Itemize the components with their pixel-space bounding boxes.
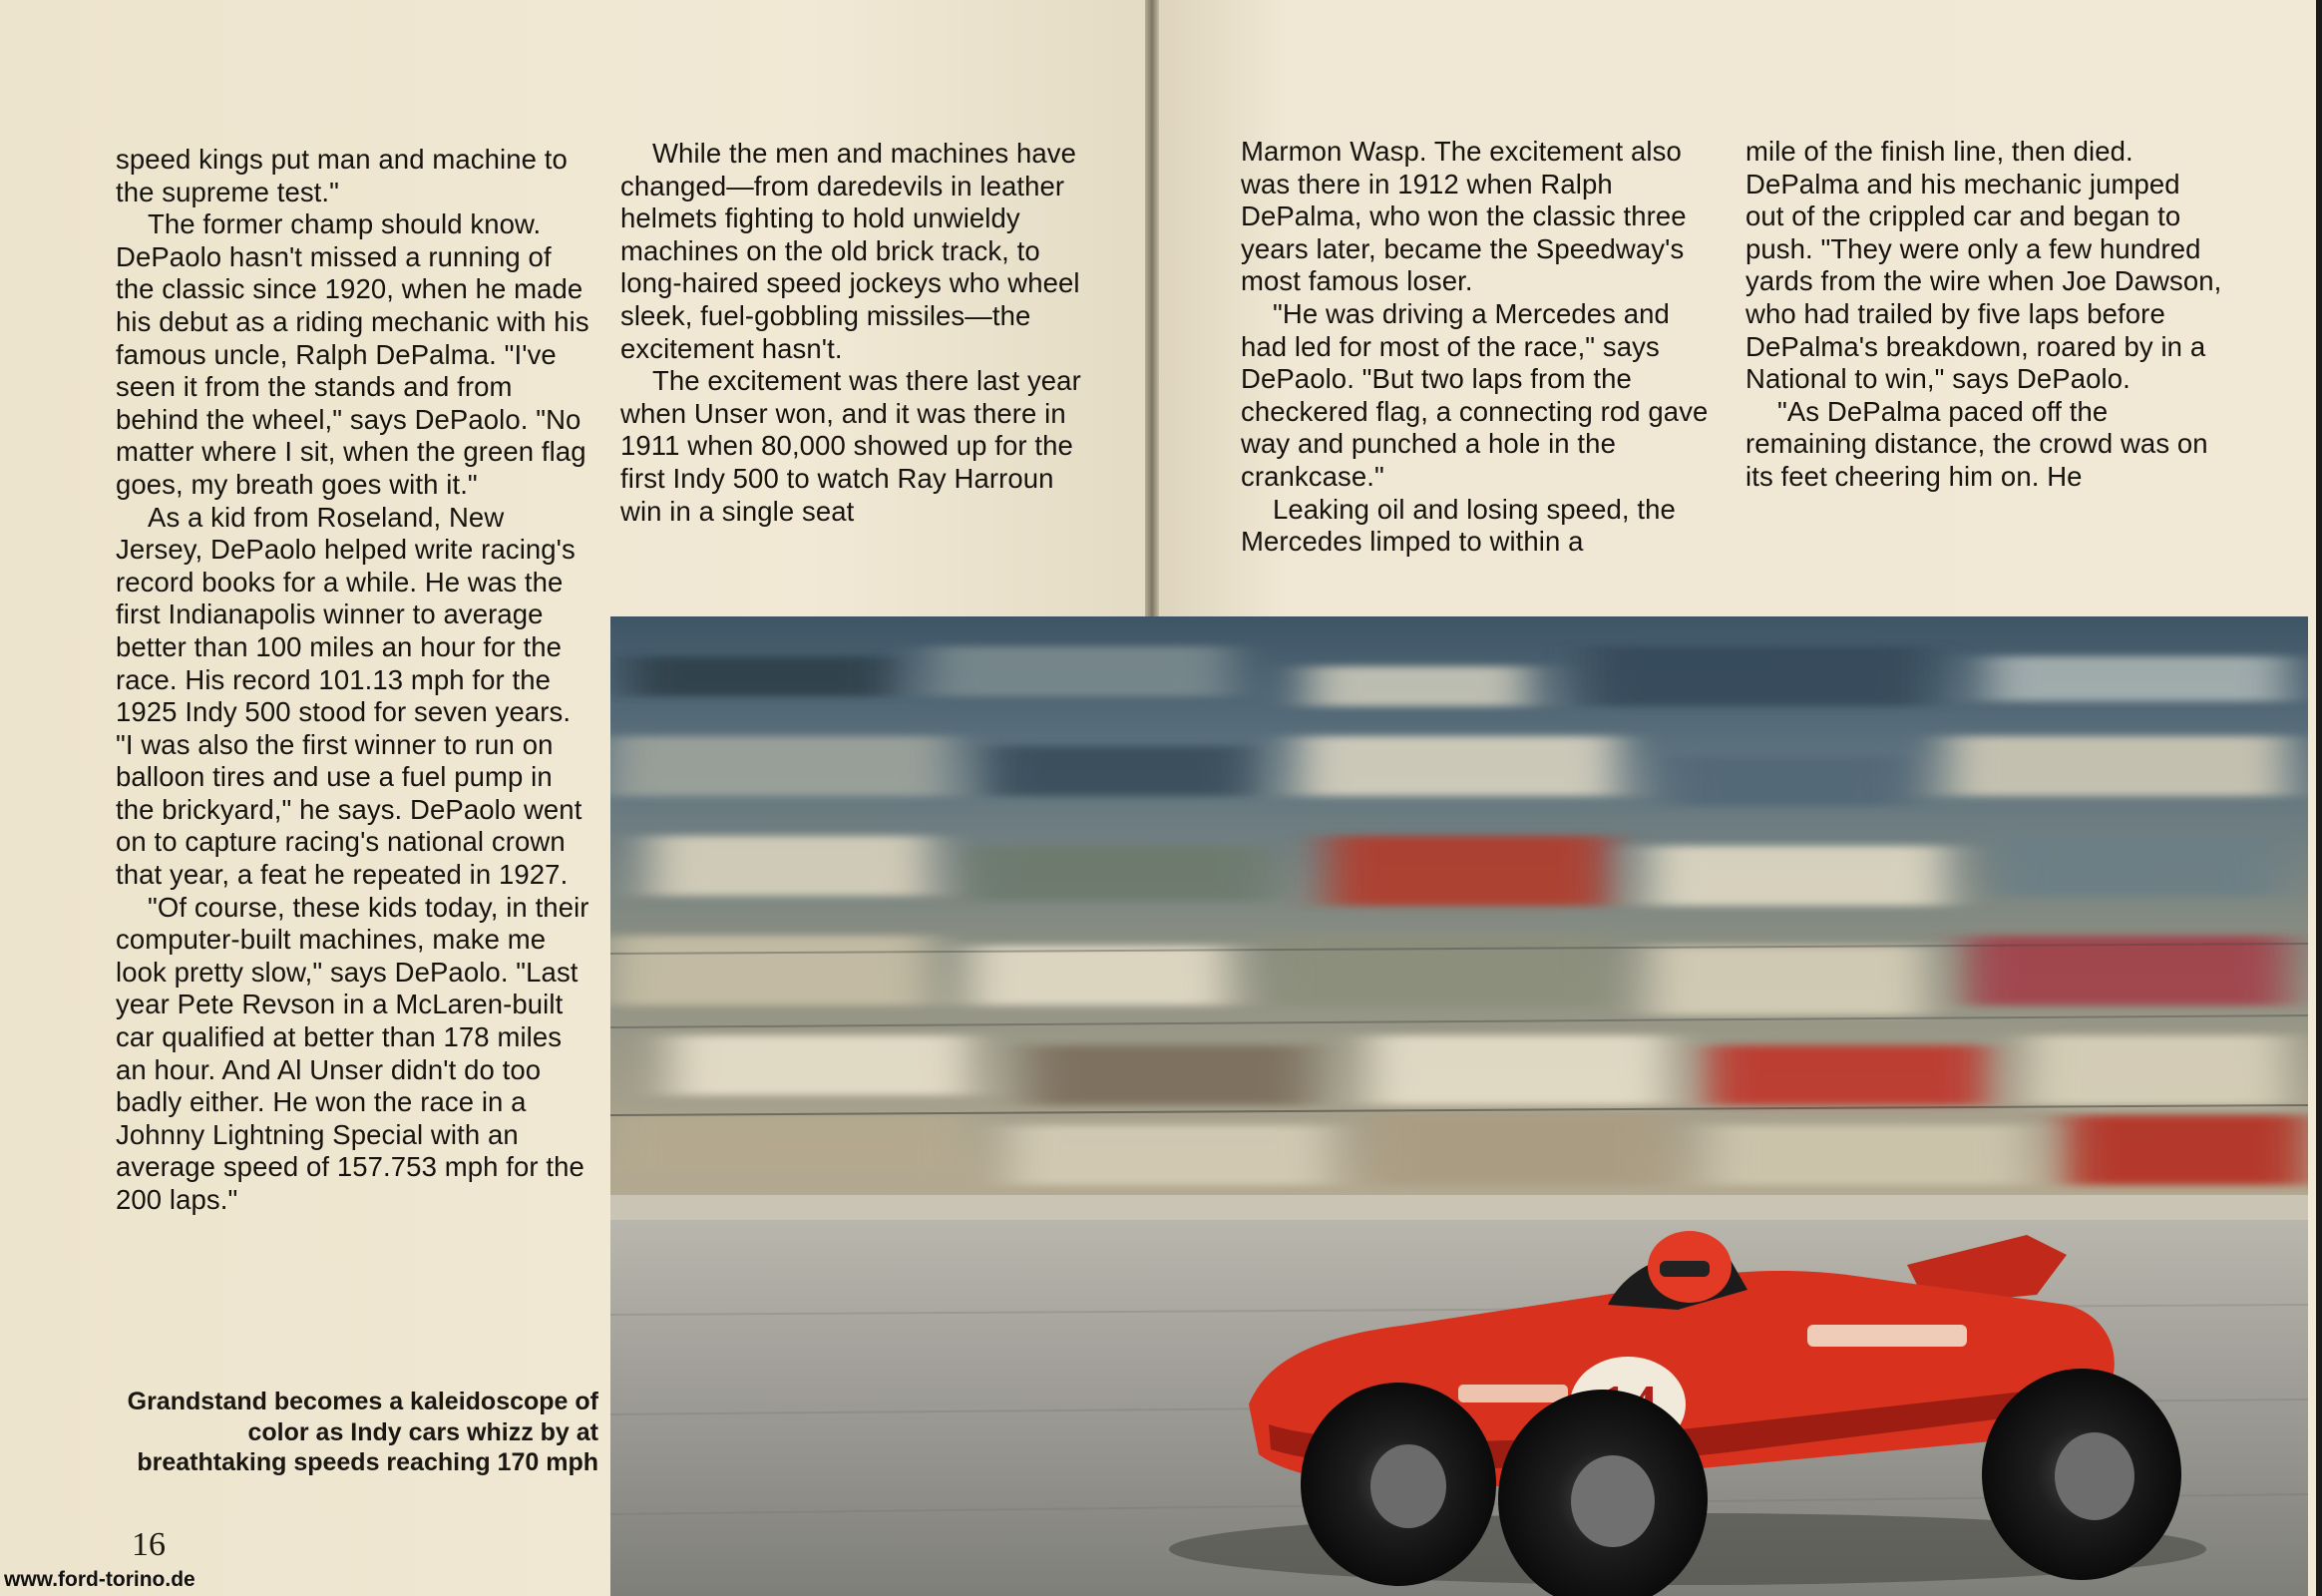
paragraph: While the men and machines have changed—from daredevils in leather helmets fighting to hold unwieldy machines on the old brick track, to long-haired speed jockeys who wheel sleek, fuel-gobbling missiles—the excitement hasn't. [620,138,1080,364]
paragraph: As a kid from Roseland, New Jersey, DePaolo helped write racing's record books for a while. He was the first Indianapolis winner to average better than 100 miles an hour for the race. His record 101.13 mph for the 1925 Indy 500 stood for seven years. "I was also the first winner to run on balloon tires and use a fuel pump in the brickyard," he says. DePaolo went on to capture racing's national crown that year, a feat he repeated in 1927. [116,501,582,891]
paragraph: "Of course, these kids today, in their computer-built machines, make me look pretty slow," says DePaolo. "Last year Pete Revson in a McLaren-built car qualified at better than 178 miles an hour. And Al Unser didn't do too badly either. He won the race in a Johnny Lightning Special with an average speed of 157.753 mph for the 200 laps." [116,891,589,1215]
article-column-3 [1241,136,1710,559]
paragraph: The former champ should know. DePaolo hasn't missed a running of the classic since 1920, when he made his debut as a riding mechanic with his famous uncle, Ralph DePalma. "I've seen it from the stands and from behind the wheel," says DePaolo. "No matter where I sit, when the green flag goes, my breath goes with it." [116,208,589,500]
article-column-2 [620,138,1089,528]
paragraph: mile of the finish line, then died. DePalma and his mechanic jumped out of the crippled car and began to push. "They were only a few hundred yards from the wire when Joe Dawson, who had trailed by five laps before DePalma's breakdown, roared by in a National to win," says DePaolo. [1745,136,2222,395]
photo-caption: Grandstand becomes a kaleidoscope of color as Indy cars whizz by at breathtaking speeds reaching 170 mph [127,1388,598,1476]
website-watermark: www.ford-torino.de [4,1568,195,1591]
page-number: 16 [132,1526,166,1563]
race-car-photo [610,616,2308,1596]
article-column-1 [116,144,594,1217]
paragraph: The excitement was there last year when Unser won, and it was there in 1911 when 80,000 showed up for the first Indy 500 to watch Ray Harroun win in a single seat [620,365,1081,527]
paragraph: "He was driving a Mercedes and had led for most of the race," says DePaolo. "But two laps from the checkered flag, a connecting rod gave way and punched a hole in the crankcase." [1241,297,1709,492]
paragraph: speed kings put man and machine to the supreme test." [116,144,568,207]
paragraph: "As DePalma paced off the remaining distance, the crowd was on its feet cheering him on. He [1745,395,2208,492]
paragraph: Marmon Wasp. The excitement also was there in 1912 when Ralph DePalma, who won the classic three years later, became the Speedway's most famous loser. [1241,136,1687,297]
article-column-4 [1745,136,2224,494]
paragraph: Leaking oil and losing speed, the Mercedes limped to within a [1241,493,1676,558]
